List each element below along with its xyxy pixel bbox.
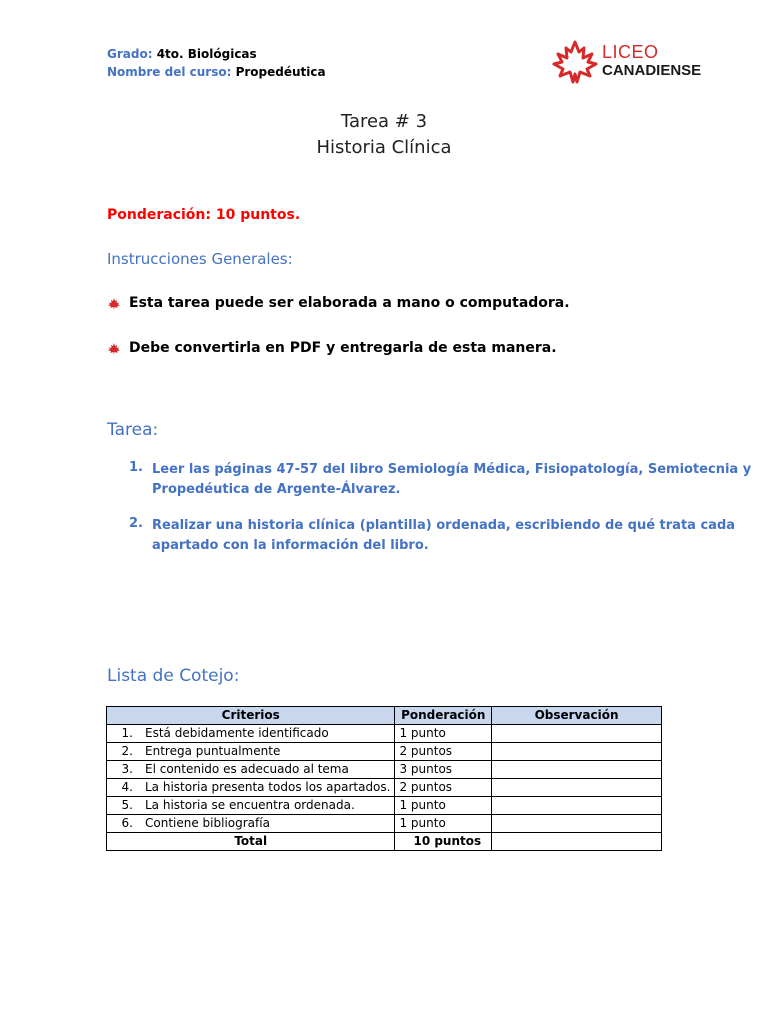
row-number: 4. bbox=[121, 780, 133, 794]
logo-text-liceo: LICEO bbox=[602, 42, 659, 62]
task-text-line: Realizar una historia clínica (plantilla) ordenada, escribiendo de qué trata cada bbox=[152, 518, 736, 533]
row-number: 6. bbox=[121, 816, 133, 830]
ponderacion-cell: 1 punto bbox=[395, 797, 492, 815]
criterio-text: El contenido es adecuado al tema bbox=[145, 762, 349, 776]
grado-line bbox=[107, 47, 257, 61]
instruction-text: Debe convertirla en PDF y entregarla de esta manera. bbox=[129, 340, 557, 356]
criterio-text: Contiene bibliografía bbox=[145, 816, 270, 830]
ponderacion-cell: 3 puntos bbox=[395, 761, 492, 779]
instrucciones-heading: Instrucciones Generales: bbox=[107, 250, 293, 268]
task-text-line: Leer las páginas 47-57 del libro Semiología Médica, Fisiopatología, Semiotecnia y bbox=[152, 462, 752, 477]
criterio-cell bbox=[107, 743, 395, 761]
table-row bbox=[107, 743, 662, 761]
row-number: 1. bbox=[121, 726, 133, 740]
ponderacion-text: Ponderación: 10 puntos. bbox=[107, 207, 301, 223]
ponderacion-cell: 2 puntos bbox=[395, 743, 492, 761]
cotejo-table bbox=[106, 706, 662, 851]
grado-label: Grado: bbox=[107, 47, 153, 61]
ponderacion-cell: 1 punto bbox=[395, 815, 492, 833]
criterio-cell bbox=[107, 797, 395, 815]
observacion-cell bbox=[492, 743, 662, 761]
header-observacion: Observación bbox=[492, 707, 662, 725]
header-criterios: Criterios bbox=[107, 707, 395, 725]
criterio-text: La historia se encuentra ordenada. bbox=[145, 798, 355, 812]
row-number: 5. bbox=[121, 798, 133, 812]
page-title-subject: Historia Clínica bbox=[316, 137, 452, 158]
cotejo-heading: Lista de Cotejo: bbox=[107, 666, 240, 686]
page-title-task: Tarea # 3 bbox=[340, 111, 428, 132]
table-row bbox=[107, 815, 662, 833]
table-header-row bbox=[107, 707, 662, 725]
table-row bbox=[107, 761, 662, 779]
row-number: 3. bbox=[121, 762, 133, 776]
task-number: 2. bbox=[129, 516, 143, 531]
ponderacion-cell: 1 punto bbox=[395, 725, 492, 743]
grado-value: 4to. Biológicas bbox=[156, 47, 257, 61]
observacion-cell bbox=[492, 815, 662, 833]
task-text-line: Propedéutica de Argente-Álvarez. bbox=[152, 482, 401, 497]
curso-line bbox=[107, 65, 326, 79]
header-ponderacion: Ponderación bbox=[395, 707, 492, 725]
curso-value: Propedéutica bbox=[235, 65, 326, 79]
criterio-cell bbox=[107, 815, 395, 833]
table-total-row bbox=[107, 833, 662, 851]
criterio-cell bbox=[107, 761, 395, 779]
tarea-heading: Tarea: bbox=[107, 420, 159, 440]
observacion-cell bbox=[492, 725, 662, 743]
maple-leaf-bullet-icon bbox=[107, 342, 121, 356]
criterio-cell bbox=[107, 779, 395, 797]
criterio-cell bbox=[107, 725, 395, 743]
total-value: 10 puntos bbox=[395, 833, 492, 851]
instruction-text: Esta tarea puede ser elaborada a mano o computadora. bbox=[129, 295, 570, 311]
criterio-text: La historia presenta todos los apartados. bbox=[145, 780, 391, 794]
logo-text-canadiense: CANADIENSE bbox=[602, 62, 702, 79]
total-observacion-cell bbox=[492, 833, 662, 851]
table-row bbox=[107, 779, 662, 797]
observacion-cell bbox=[492, 761, 662, 779]
maple-leaf-logo-icon bbox=[550, 40, 600, 84]
row-number: 2. bbox=[121, 744, 133, 758]
table-row bbox=[107, 725, 662, 743]
task-text-line: apartado con la información del libro. bbox=[152, 538, 429, 553]
curso-label: Nombre del curso: bbox=[107, 65, 232, 79]
observacion-cell bbox=[492, 797, 662, 815]
criterio-text: Está debidamente identificado bbox=[145, 726, 329, 740]
table-row bbox=[107, 797, 662, 815]
task-number: 1. bbox=[129, 460, 143, 475]
ponderacion-cell: 2 puntos bbox=[395, 779, 492, 797]
liceo-canadiense-logo bbox=[548, 38, 708, 86]
total-label: Total bbox=[107, 833, 395, 851]
maple-leaf-bullet-icon bbox=[107, 297, 121, 311]
observacion-cell bbox=[492, 779, 662, 797]
criterio-text: Entrega puntualmente bbox=[145, 744, 281, 758]
